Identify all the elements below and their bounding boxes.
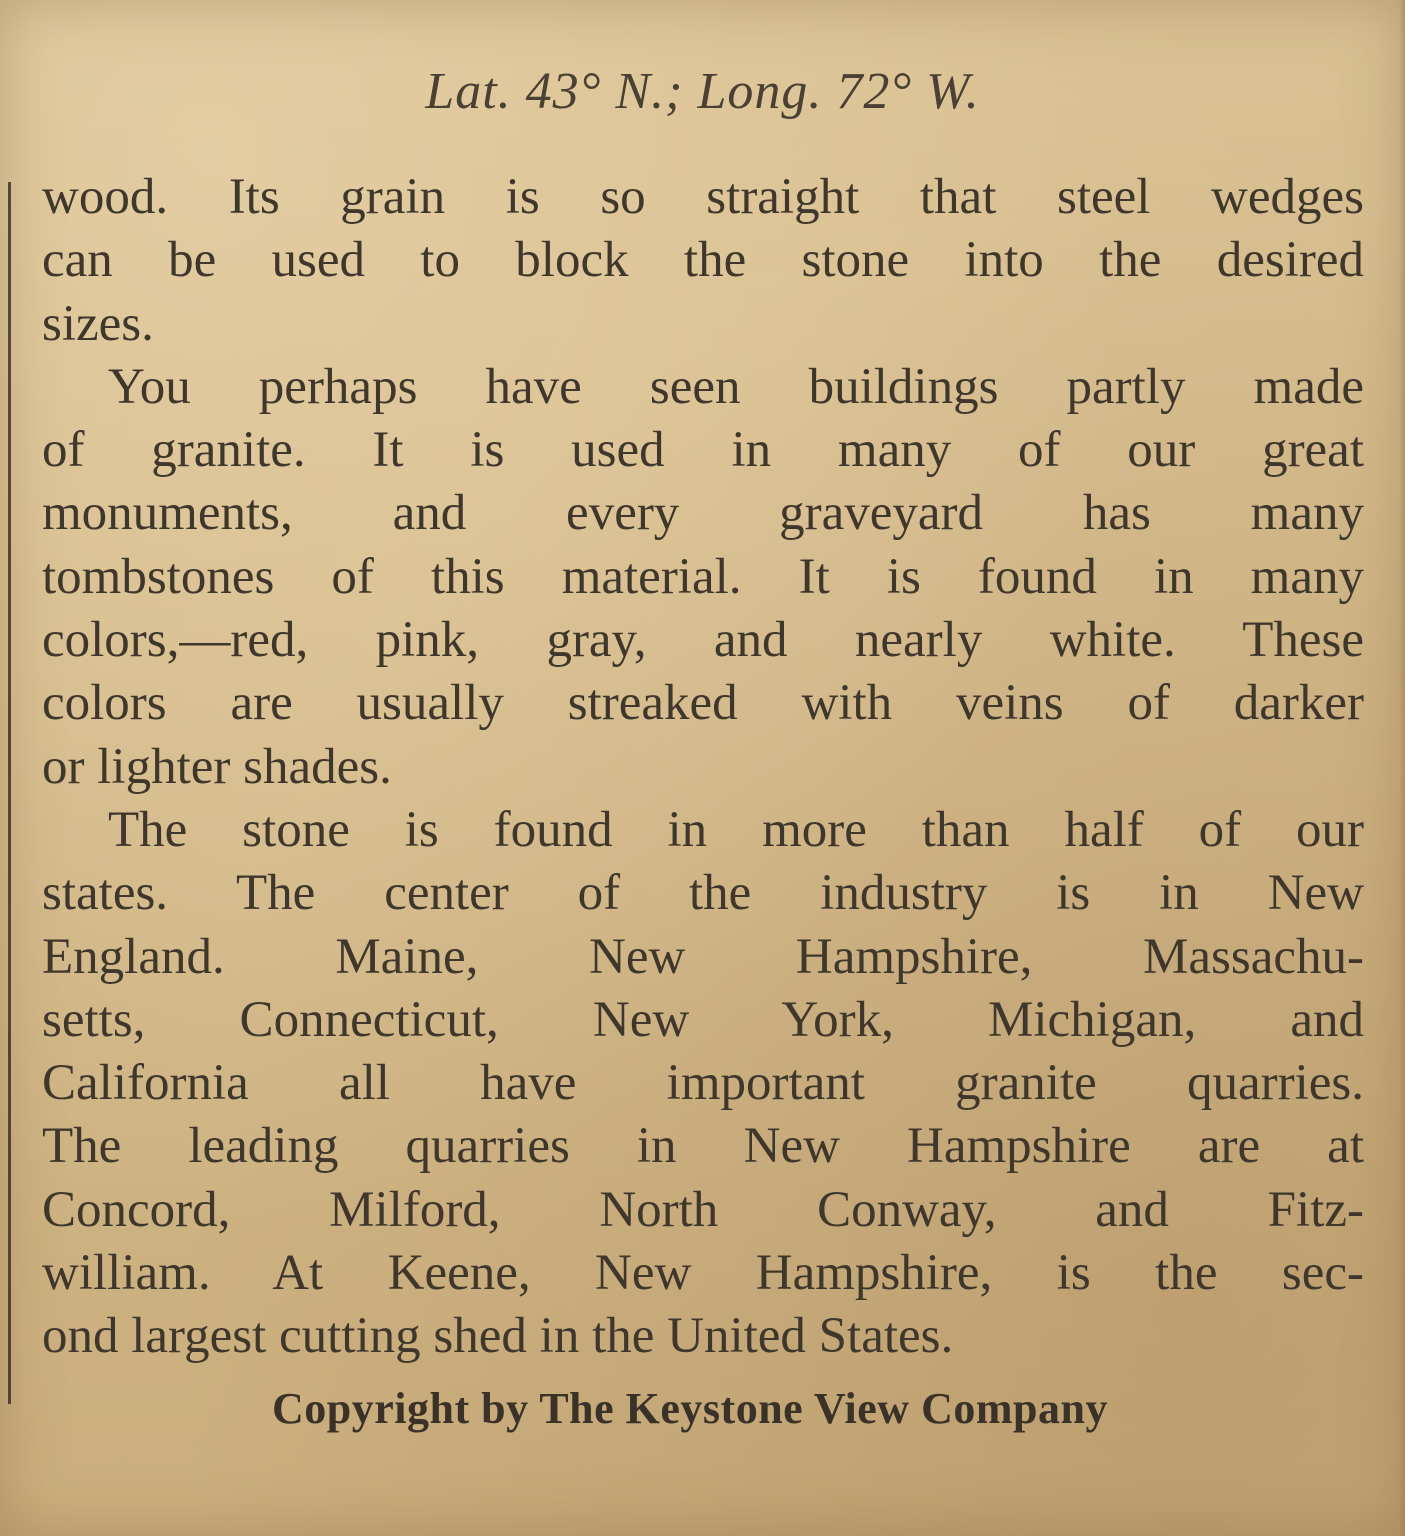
text-line: william. At Keene, New Hampshire, is the sec- <box>42 1245 1364 1302</box>
text-line: colors,—red, pink, gray, and nearly white. These <box>42 612 1364 669</box>
text-line: or lighter shades. <box>42 738 392 795</box>
text-line: can be used to block the stone into the desired <box>42 232 1364 289</box>
card-edge <box>1399 0 1405 1536</box>
text-line: ond largest cutting shed in the United States. <box>42 1308 954 1365</box>
text-line: colors are usually streaked with veins of darker <box>42 675 1364 732</box>
text-line: The leading quarries in New Hampshire are at <box>42 1118 1364 1175</box>
text-line: wood. Its grain is so straight that steel wedges <box>42 169 1364 225</box>
text-line: California all have important granite quarries. <box>42 1055 1364 1112</box>
text-line: tombstones of this material. It is found in many <box>42 548 1364 605</box>
text-line: of granite. It is used in many of our great <box>42 422 1364 479</box>
text-line: The stone is found in more than half of our <box>108 801 1364 858</box>
text-line: states. The center of the industry is in New <box>42 865 1364 922</box>
text-line: setts, Connecticut, New York, Michigan, and <box>42 991 1364 1048</box>
text-line: England. Maine, New Hampshire, Massachu- <box>42 928 1364 985</box>
margin-rule <box>8 182 11 1404</box>
coordinates-heading: Lat. 43° N.; Long. 72° W. <box>425 63 980 120</box>
copyright-notice: Copyright by The Keystone View Company <box>272 1384 1108 1433</box>
text-line: monuments, and every graveyard has many <box>42 485 1364 542</box>
text-line: You perhaps have seen buildings partly made <box>108 358 1364 415</box>
body-text <box>42 166 1364 1369</box>
text-line: sizes. <box>42 295 154 352</box>
text-line: Concord, Milford, North Conway, and Fitz- <box>42 1181 1364 1238</box>
